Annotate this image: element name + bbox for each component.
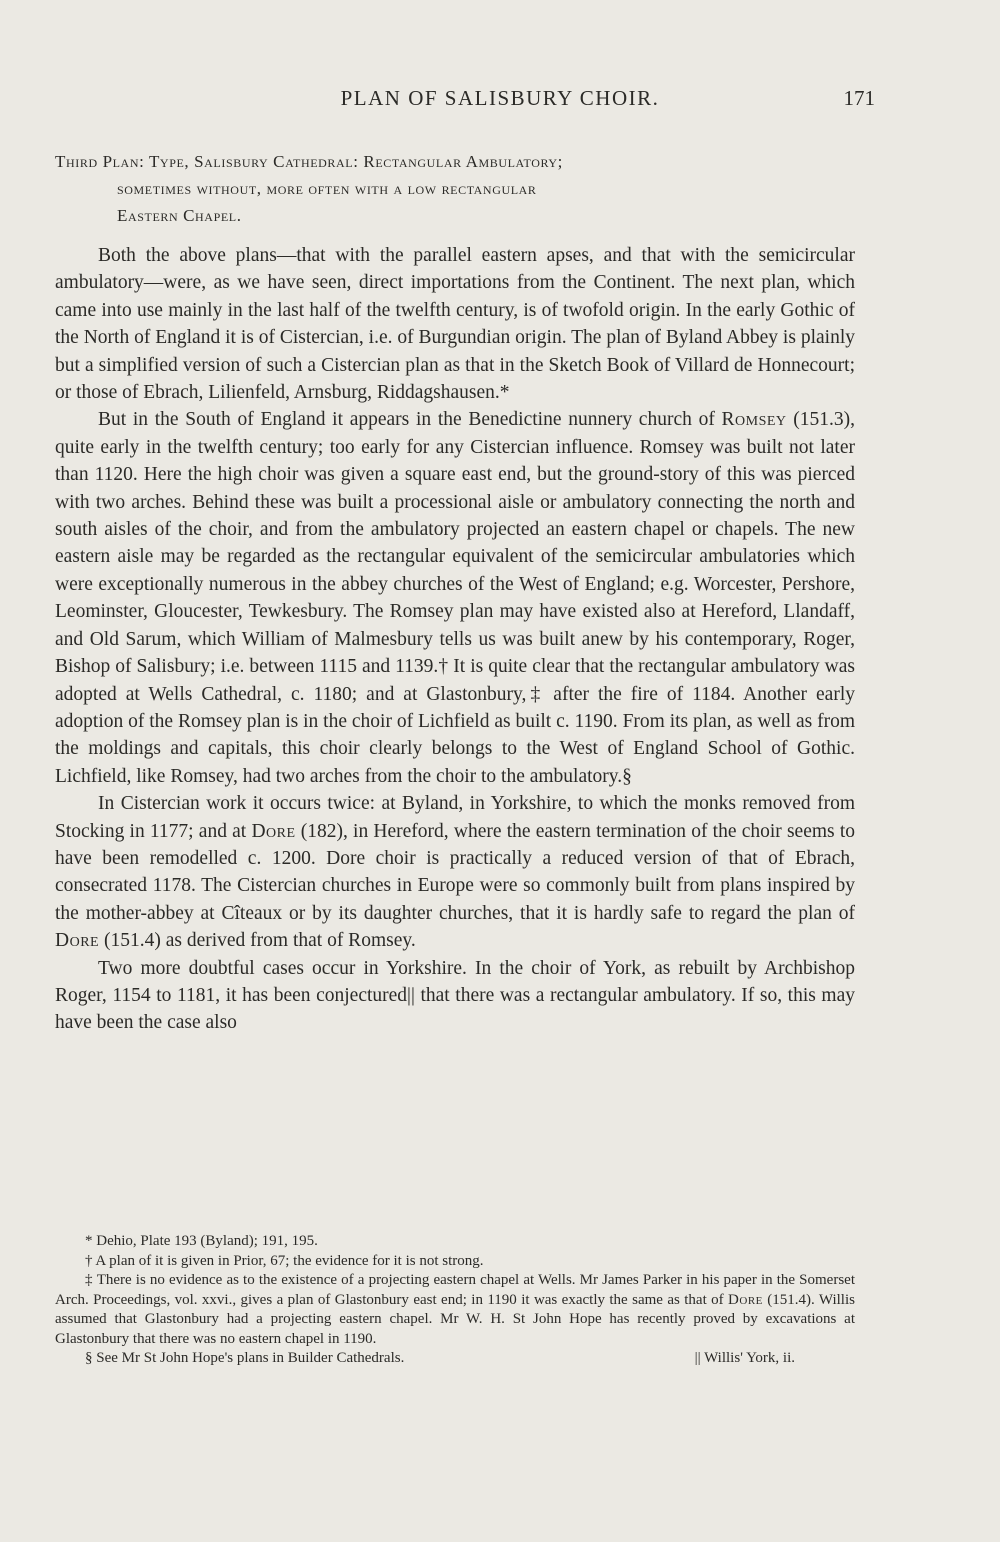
romsey-ref: Romsey: [721, 409, 787, 431]
section-heading: [55, 148, 855, 229]
paragraph-3: In Cistercian work it occurs twice: at Byland, in Yorkshire, to which the monks removed from Stocking in 1177; and at Dore (182), in Hereford, where the eastern termination of the choir seems to have been remodelled c. 1200. Dore choir is practically a reduced version of that of Ebrach, consecrated 1178. The Cistercian churches in Europe were so commonly built from plans inspired by the mother-abbey at Cîteaux or by its daughter churches, that it is hardly safe to regard the plan of Dore (151.4) as derived from that of Romsey.: [55, 793, 855, 952]
footnote-4: § See Mr St John Hope's plans in Builder Cathedrals.: [85, 1350, 405, 1366]
running-header: [0, 86, 1000, 116]
paragraph-2: But in the South of England it appears in the Benedictine nunnery church of Romsey (151.3), quite early in the twelfth century; too early for any Cistercian influence. Romsey was built not later than 1120. Here the high choir was given a square east end, but the ground-story of this was pierced with two arches. Behind these was built a processional aisle or ambulatory connecting the north and south aisles of the choir, and from the ambulatory projected an eastern chapel or chapels. The new eastern aisle may be regarded as the rectangular equivalent of the semicircular ambulatories which were exceptionally numerous in the abbey churches of the West of England; e.g. Worcester, Pershore, Leominster, Gloucester, Tewkesbury. The Romsey plan may have existed also at Hereford, Llandaff, and Old Sarum, which William of Malmesbury tells us was built anew by his contemporary, Roger, Bishop of Salisbury; i.e. between 1115 and 1139.† It is quite clear that the rectangular ambulatory was adopted at Wells Cathedral, c. 1180; and at Glastonbury,‡ after the fire of 1184. Another early adoption of the Romsey plan is in the choir of Lichfield as built c. 1190. From its plan, as well as from the moldings and capitals, this choir clearly belongs to the West of England School of Gothic. Lichfield, like Romsey, had two arches from the choir to the ambulatory.§: [55, 409, 855, 787]
footnote-5: || Willis' York, ii.: [694, 1350, 795, 1366]
page-number: 171: [843, 86, 875, 110]
paragraph-4: Two more doubtful cases occur in Yorkshire. In the choir of York, as rebuilt by Archbishop Roger, 1154 to 1181, it has been conjectured|| that there was a rectangular ambulatory. If so, this may have been the case also: [55, 957, 855, 1034]
dore-ref: Dore: [251, 820, 296, 842]
footnote-1: * Dehio, Plate 193 (Byland); 191, 195.: [85, 1233, 318, 1249]
body-text: [55, 242, 855, 1037]
paragraph-1: Both the above plans—that with the parallel eastern apses, and that with the semicircular ambulatory—were, as we have seen, direct importations from the Continent. The next plan, which came into use mainly in the last half of the twelfth century, is of twofold origin. In the early Gothic of the North of England it is of Cistercian, i.e. of Burgundian origin. The plan of Byland Abbey is plainly but a simplified version of such a Cistercian plan as that in the Sketch Book of Villard de Honnecourt; or those of Ebrach, Lilienfeld, Arnsburg, Riddagshausen.*: [55, 245, 855, 404]
dore-ref: Dore: [55, 930, 100, 952]
dore-ref: Dore: [728, 1291, 763, 1308]
section-heading-line-1: Third Plan: Type, Salisbury Cathedral: Rectangular Ambulatory;: [55, 152, 564, 171]
footnote-2: † A plan of it is given in Prior, 67; the evidence for it is not strong.: [85, 1252, 484, 1269]
footnote-3: ‡ There is no evidence as to the existence of a projecting eastern chapel at Wells. Mr James Parker in his paper in the Somerset Arch. Proceedings, vol. xxvi., gives a plan of Glastonbury east end; in 1190 it was exactly the same as that of Dore (151.4). Willis assumed that Glastonbury had a projecting eastern chapel. Mr W. H. St John Hope has recently proved by excavations at Glastonbury that there was no eastern chapel in 1190.: [55, 1272, 855, 1347]
section-heading-line-3: Eastern Chapel.: [117, 206, 242, 225]
section-heading-line-2: sometimes without, more often with a low rectangular: [117, 179, 537, 198]
footnotes: [55, 1232, 855, 1369]
running-title: PLAN OF SALISBURY CHOIR.: [340, 86, 660, 110]
footnote-4-5: [55, 1349, 855, 1369]
